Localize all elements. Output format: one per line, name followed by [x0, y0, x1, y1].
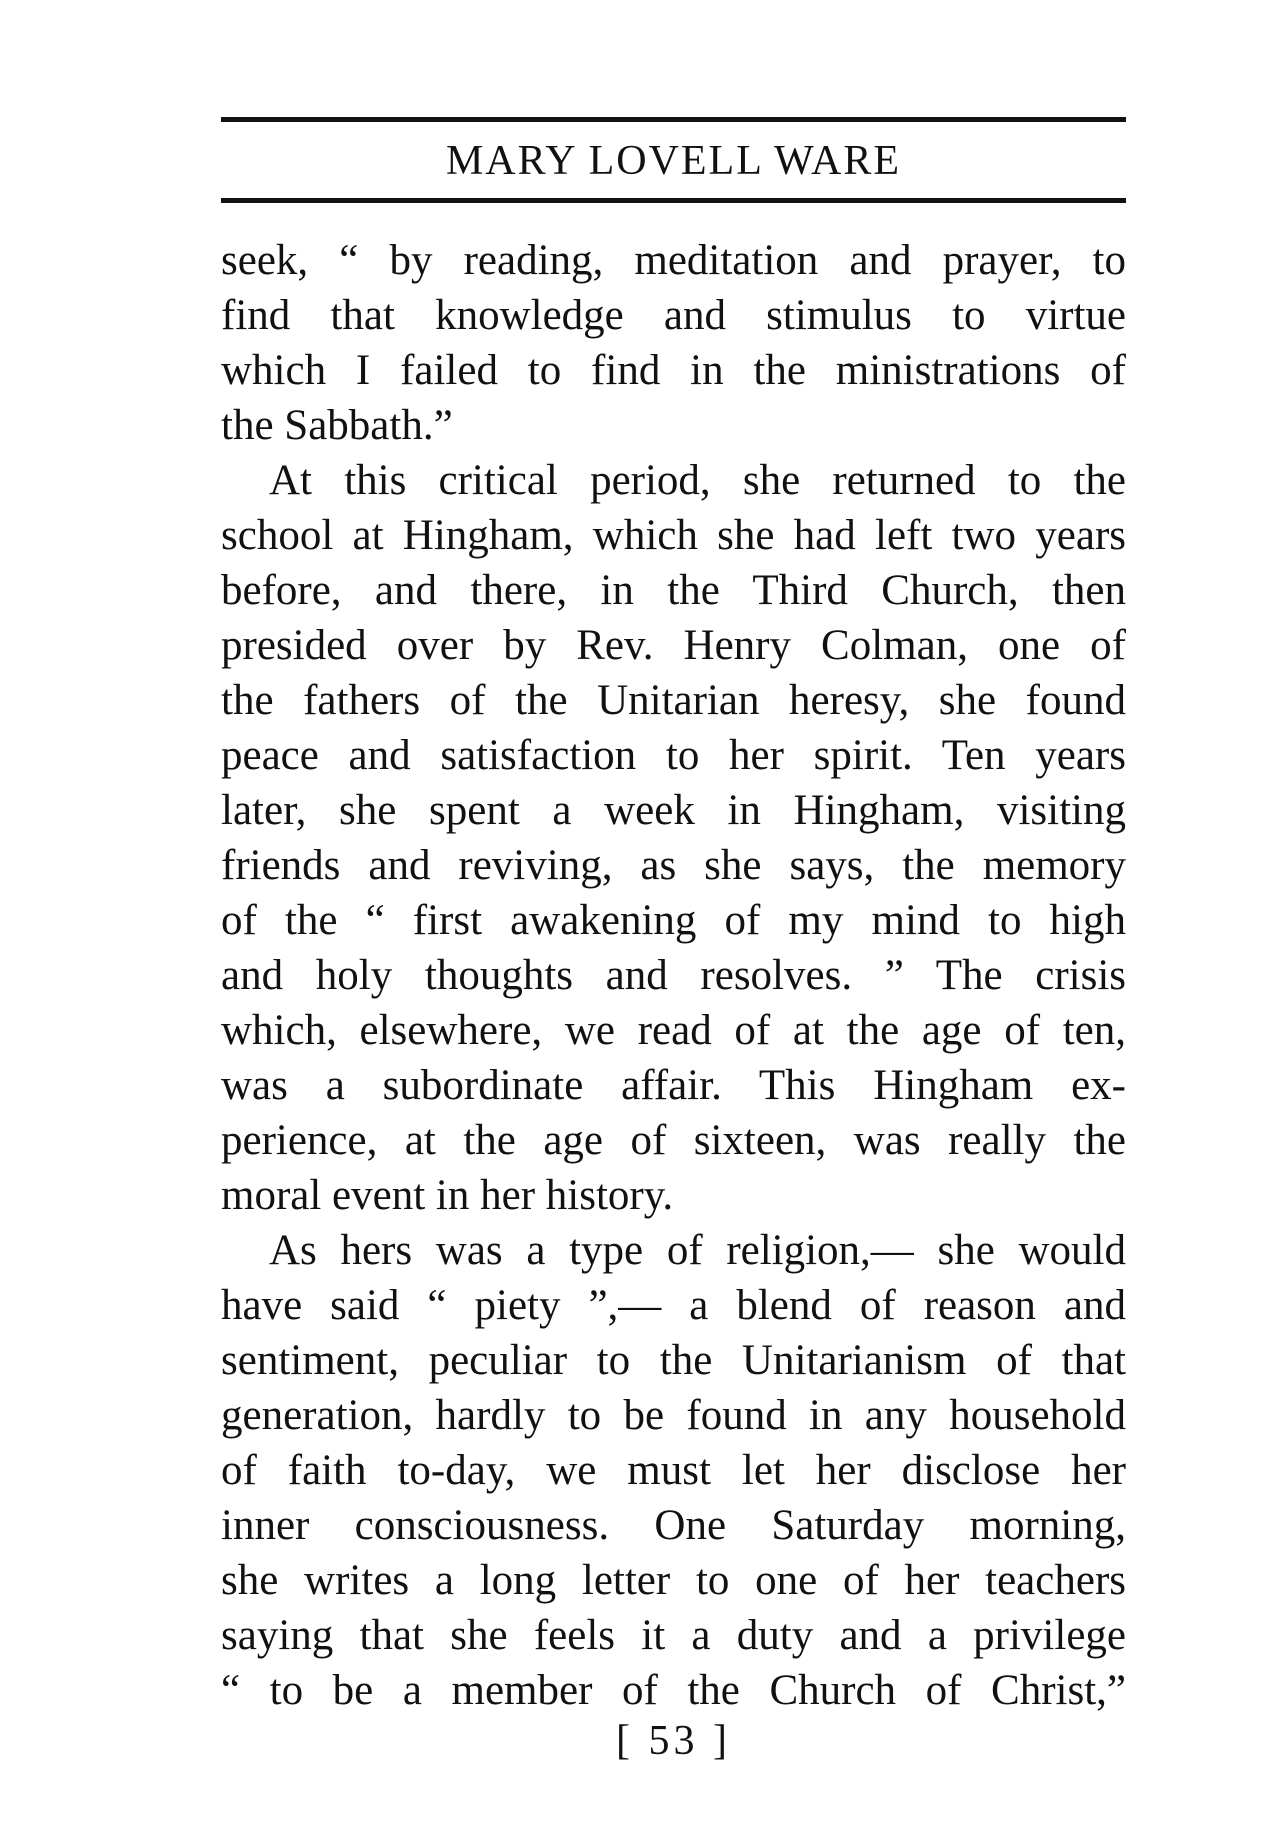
text-line: and holy thoughts and resolves. ” The crisis [221, 952, 1126, 999]
text-line: presided over by Rev. Henry Colman, one of [221, 622, 1126, 669]
running-head: MARY LOVELL WARE [445, 138, 902, 184]
text-line: saying that she feels it a duty and a privilege [221, 1612, 1126, 1659]
header-rule-bottom [221, 198, 1126, 203]
body-text [221, 233, 1126, 1718]
text-line: before, and there, in the Third Church, then [221, 567, 1126, 614]
text-line: inner consciousness. One Saturday morning, [221, 1502, 1126, 1549]
text-line: moral event in her history. [221, 1172, 674, 1219]
text-line: find that knowledge and stimulus to virtue [221, 292, 1126, 339]
text-line: have said “ piety ”,— a blend of reason and [221, 1282, 1126, 1329]
text-line: perience, at the age of sixteen, was really the [221, 1117, 1126, 1164]
text-line: As hers was a type of religion,— she would [269, 1227, 1126, 1274]
text-line: was a subordinate affair. This Hingham ex- [221, 1062, 1126, 1109]
text-line: of faith to-day, we must let her disclose her [221, 1447, 1126, 1494]
text-line: seek, “ by reading, meditation and prayer, to [221, 237, 1126, 284]
text-line: peace and satisfaction to her spirit. Ten years [221, 732, 1126, 779]
header-rule-top [221, 117, 1126, 122]
text-line: of the “ first awakening of my mind to high [221, 897, 1126, 944]
text-line: later, she spent a week in Hingham, visiting [221, 787, 1126, 834]
page-number: [ 53 ] [616, 1718, 731, 1764]
text-line: “ to be a member of the Church of Christ,” [221, 1667, 1126, 1714]
text-line: school at Hingham, which she had left two years [221, 512, 1126, 559]
text-line: generation, hardly to be found in any household [221, 1392, 1126, 1439]
text-line: friends and reviving, as she says, the memory [221, 842, 1126, 889]
text-line: At this critical period, she returned to the [269, 457, 1126, 504]
text-line: the fathers of the Unitarian heresy, she found [221, 677, 1126, 724]
text-line: which, elsewhere, we read of at the age of ten, [221, 1007, 1126, 1054]
text-line: she writes a long letter to one of her teachers [221, 1557, 1126, 1604]
text-line: the Sabbath.” [221, 402, 453, 449]
text-line: sentiment, peculiar to the Unitarianism of that [221, 1337, 1126, 1384]
text-line: which I failed to find in the ministrations of [221, 347, 1126, 394]
